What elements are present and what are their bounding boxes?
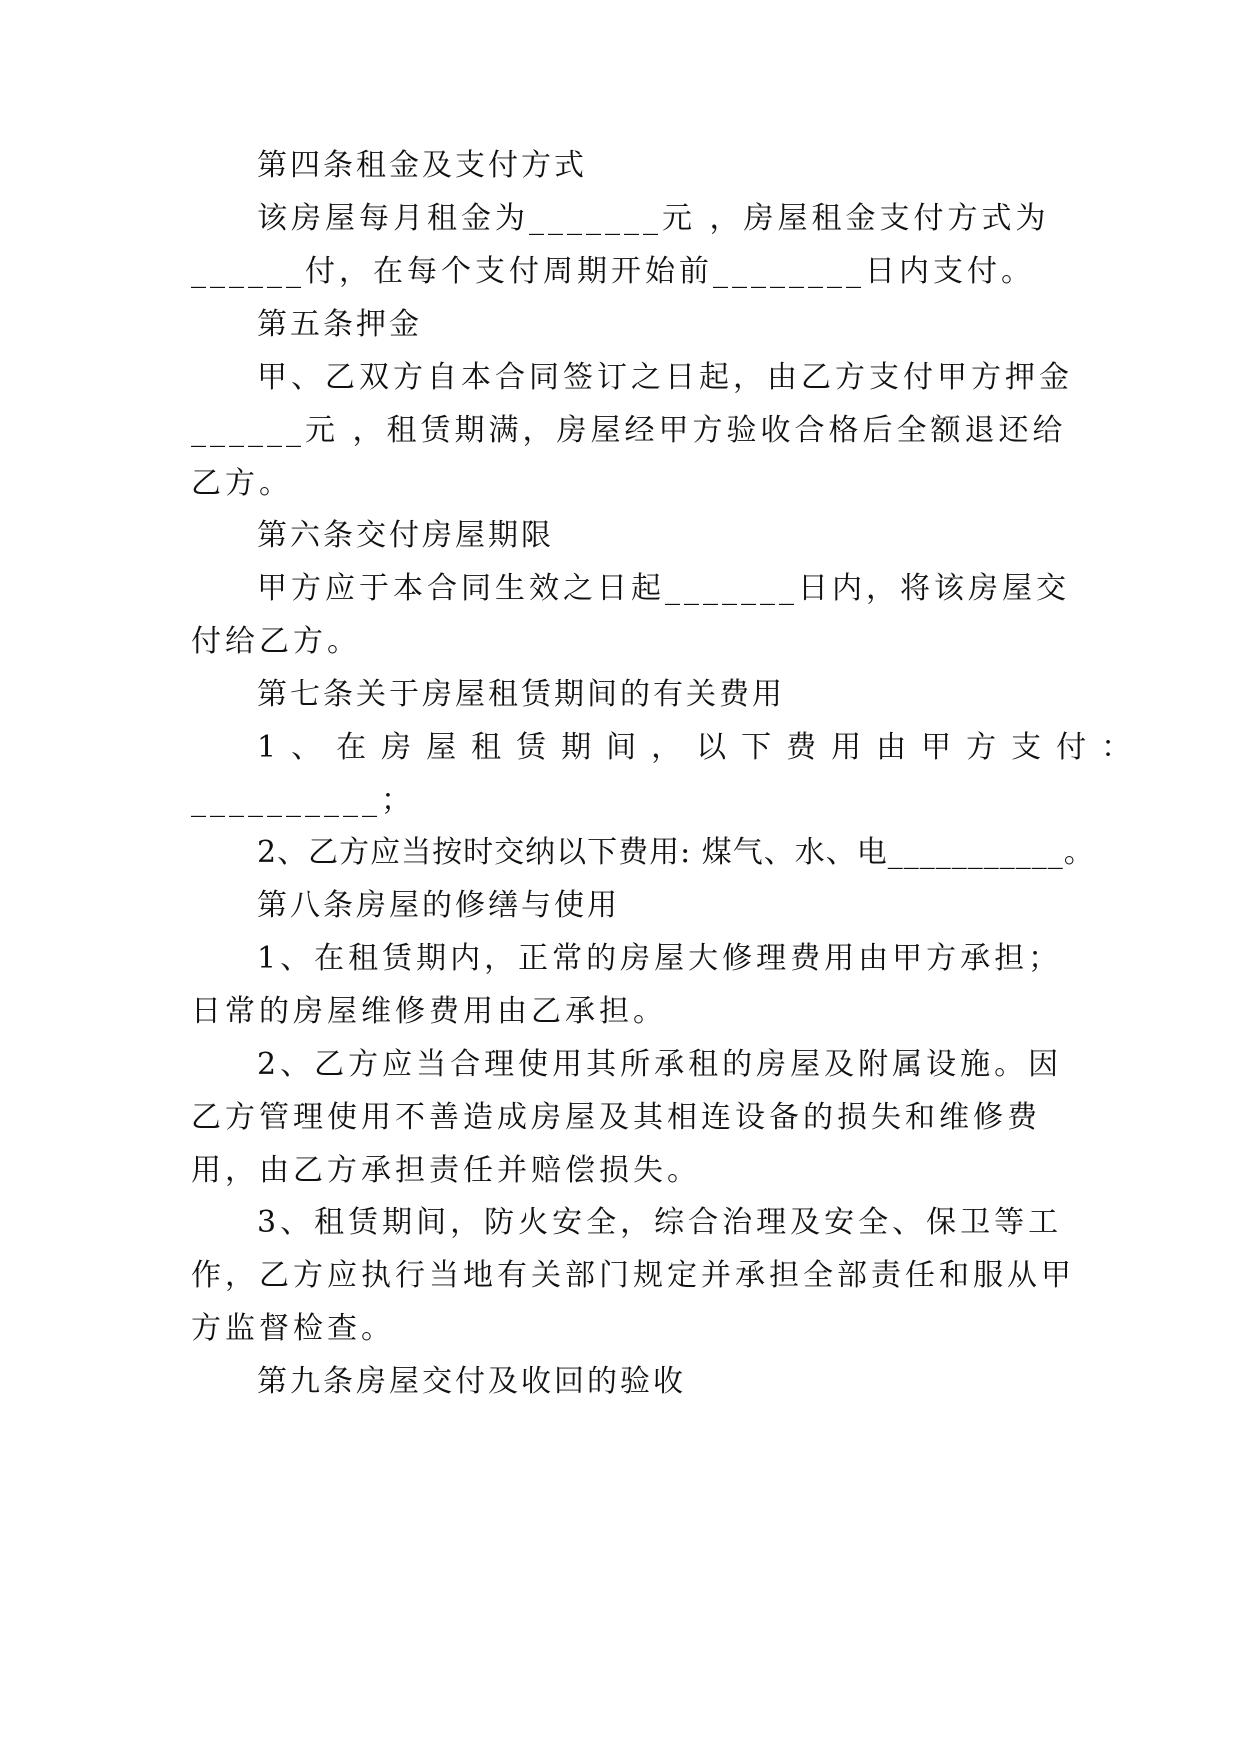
article-4-text-line-2: ______付，在每个支付周期开始前________日内支付。 xyxy=(191,254,1035,289)
article-8-item-3-line-1: 3、租赁期间，防火安全，综合治理及安全、保卫等工 xyxy=(257,1205,1063,1240)
article-5-text-line-1: 甲、乙双方自本合同签订之日起，由乙方支付甲方押金 xyxy=(257,360,1073,395)
article-8-item-3-line-2: 作，乙方应执行当地有关部门规定并承担全部责任和服从甲 xyxy=(191,1258,1075,1293)
article-8-item-1-line-2: 日常的房屋维修费用由乙承担。 xyxy=(191,994,667,1029)
article-8-item-1-line-1: 1、在租赁期内，正常的房屋大修理费用由甲方承担； xyxy=(257,941,1063,976)
article-4-heading: 第四条租金及支付方式 xyxy=(257,148,587,183)
article-7-item-1-line-1: 1、在房屋租赁期间，以下费用由甲方支付： xyxy=(257,730,1147,765)
article-8-item-2-line-1: 2、乙方应当合理使用其所承租的房屋及附属设施。因 xyxy=(257,1047,1063,1082)
article-5-text-line-3: 乙方。 xyxy=(191,466,293,501)
article-6-heading: 第六条交付房屋期限 xyxy=(257,518,554,553)
article-7-heading: 第七条关于房屋租赁期间的有关费用 xyxy=(257,677,785,712)
article-8-item-2-line-2: 乙方管理使用不善造成房屋及其相连设备的损失和维修费 xyxy=(191,1100,1041,1135)
article-8-heading: 第八条房屋的修缮与使用 xyxy=(257,888,620,923)
article-5-heading: 第五条押金 xyxy=(257,307,422,342)
article-7-item-1-line-2: __________； xyxy=(191,783,415,818)
article-4-text-line-1: 该房屋每月租金为_______元 ，房屋租金支付方式为 xyxy=(257,201,1050,236)
article-9-heading: 第九条房屋交付及收回的验收 xyxy=(257,1364,686,1399)
article-8-item-3-line-3: 方监督检查。 xyxy=(191,1311,395,1346)
article-5-text-line-2: ______元 ，租赁期满，房屋经甲方验收合格后全额退还给 xyxy=(191,413,1067,448)
article-7-item-2: 2、乙方应当按时交纳以下费用: 煤气、水、电___________。 xyxy=(257,835,1095,870)
article-6-text-line-1: 甲方应于本合同生效之日起_______日内，将该房屋交 xyxy=(257,571,1070,606)
article-8-item-2-line-3: 用，由乙方承担责任并赔偿损失。 xyxy=(191,1153,701,1188)
article-6-text-line-2: 付给乙方。 xyxy=(191,624,361,659)
